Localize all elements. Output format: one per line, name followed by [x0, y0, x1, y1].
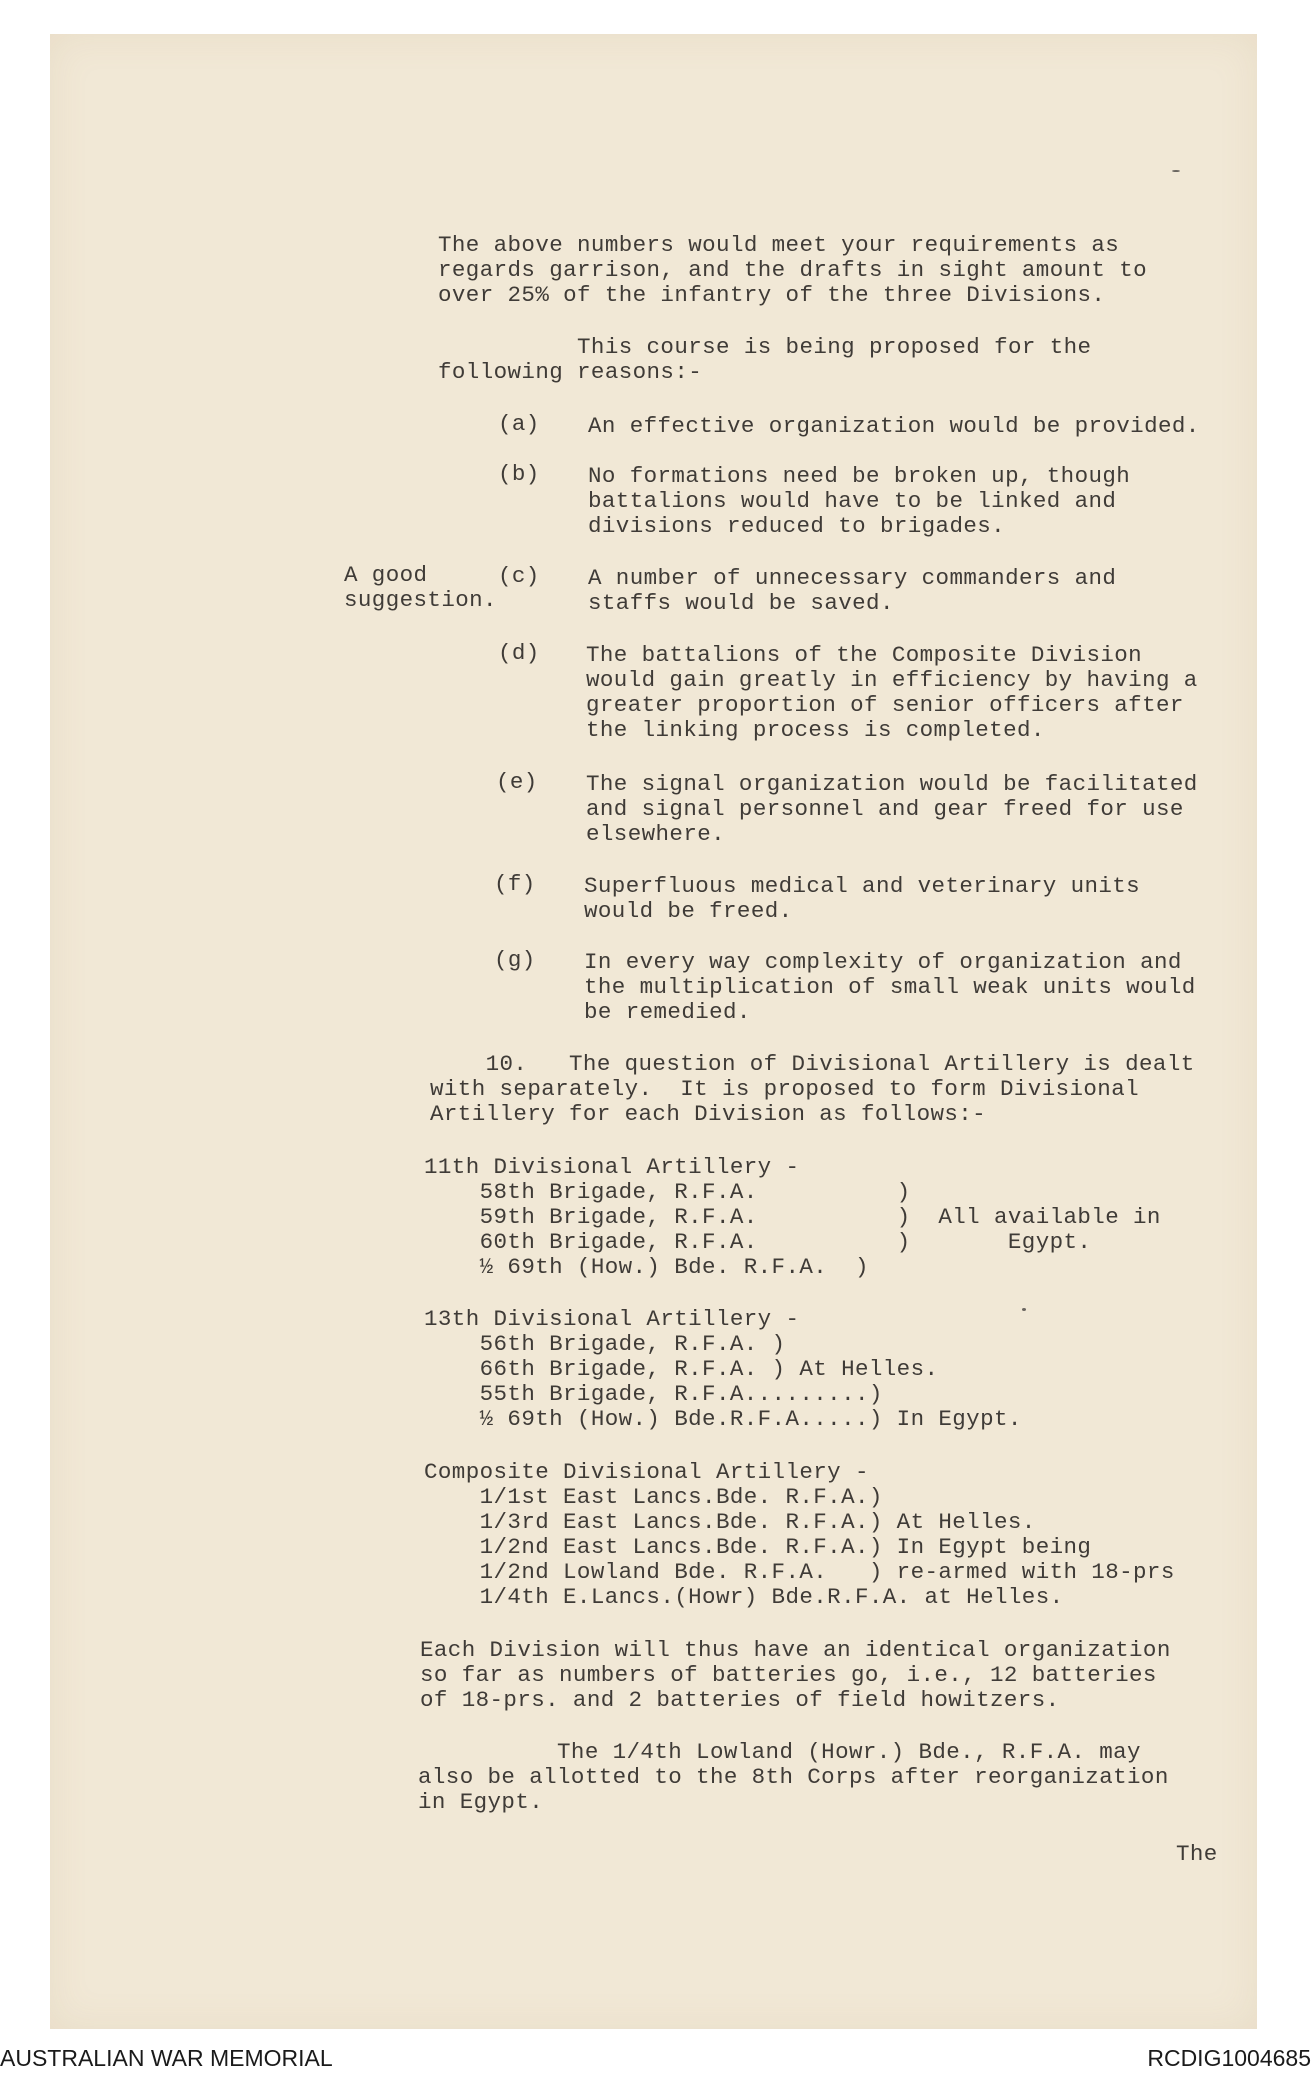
- artillery-line: 55th Brigade, R.F.A.........): [424, 1381, 883, 1407]
- artillery-line: ½ 69th (How.) Bde.R.F.A.....) In Egypt.: [424, 1406, 1022, 1432]
- artillery-line: 1/2nd East Lancs.Bde. R.F.A.) In Egypt being: [424, 1534, 1092, 1560]
- reason-line: the linking process is completed.: [586, 717, 1045, 743]
- reason-line: staffs would be saved.: [588, 590, 894, 616]
- reason-line: In every way complexity of organization and: [584, 949, 1182, 975]
- artillery-line: 1/2nd Lowland Bde. R.F.A. ) re-armed with 18-prs: [424, 1559, 1175, 1585]
- paper-speck: [1172, 170, 1180, 172]
- artillery-line: 59th Brigade, R.F.A. ) All available in: [424, 1204, 1161, 1230]
- artillery-line: 1/1st East Lancs.Bde. R.F.A.): [424, 1484, 883, 1510]
- lowland-line: also be allotted to the 8th Corps after reorganization: [418, 1764, 1169, 1790]
- reason-line: The signal organization would be facilitated: [586, 771, 1198, 797]
- paper-speck: [1022, 1308, 1026, 1311]
- reason-line: Superfluous medical and veterinary units: [584, 873, 1141, 899]
- para10-line: 10. The question of Divisional Artillery is dealt: [430, 1051, 1195, 1077]
- para10-line: with separately. It is proposed to form Divisional: [430, 1076, 1140, 1102]
- reason-line: greater proportion of senior officers after: [586, 692, 1184, 718]
- reason-label: (g): [494, 947, 536, 973]
- reason-line: be remedied.: [584, 999, 751, 1025]
- archive-credit: AUSTRALIAN WAR MEMORIAL: [0, 2045, 333, 2071]
- reason-line: the multiplication of small weak units would: [584, 974, 1196, 1000]
- reason-line: would be freed.: [584, 898, 793, 924]
- para10-line: Artillery for each Division as follows:-: [430, 1101, 987, 1127]
- lowland-line: The 1/4th Lowland (Howr.) Bde., R.F.A. may: [418, 1739, 1141, 1765]
- artillery-line: 58th Brigade, R.F.A. ): [424, 1179, 911, 1205]
- artillery-line: ½ 69th (How.) Bde. R.F.A. ): [424, 1254, 869, 1280]
- reason-label: (d): [498, 640, 540, 666]
- reason-line: would gain greatly in efficiency by having a: [586, 667, 1198, 693]
- reason-label: (c): [498, 563, 540, 589]
- artillery-line: 13th Divisional Artillery -: [424, 1306, 800, 1332]
- summary-line: so far as numbers of batteries go, i.e., 12 batteries: [420, 1662, 1157, 1688]
- summary-line: of 18-prs. and 2 batteries of field howitzers.: [420, 1687, 1060, 1713]
- intro-line: regards garrison, and the drafts in sight amount to: [438, 257, 1148, 283]
- reason-line: divisions reduced to brigades.: [588, 513, 1006, 539]
- intro-line: over 25% of the infantry of the three Divisions.: [438, 282, 1106, 308]
- catchword: The: [1176, 1841, 1218, 1867]
- reason-label: (f): [494, 871, 536, 897]
- reason-label: (e): [496, 769, 538, 795]
- artillery-line: 11th Divisional Artillery -: [424, 1154, 800, 1180]
- course-line: following reasons:-: [438, 359, 703, 385]
- intro-line: The above numbers would meet your requirements as: [438, 232, 1120, 258]
- reason-line: An effective organization would be provided.: [588, 413, 1200, 439]
- record-id: RCDIG1004685: [1147, 2045, 1311, 2071]
- artillery-line: 60th Brigade, R.F.A. ) Egypt.: [424, 1229, 1092, 1255]
- artillery-line: 1/3rd East Lancs.Bde. R.F.A.) At Helles.: [424, 1509, 1036, 1535]
- reason-label: (b): [498, 461, 540, 487]
- reason-line: The battalions of the Composite Division: [586, 642, 1143, 668]
- lowland-line: in Egypt.: [418, 1789, 544, 1815]
- course-line: This course is being proposed for the: [438, 334, 1092, 360]
- reason-line: No formations need be broken up, though: [588, 463, 1131, 489]
- artillery-line: 56th Brigade, R.F.A. ): [424, 1331, 786, 1357]
- reason-line: A number of unnecessary commanders and: [588, 565, 1117, 591]
- reason-line: and signal personnel and gear freed for use: [586, 796, 1184, 822]
- summary-line: Each Division will thus have an identical organization: [420, 1637, 1171, 1663]
- artillery-line: 66th Brigade, R.F.A. ) At Helles.: [424, 1356, 939, 1382]
- margin-note: suggestion.: [344, 587, 497, 613]
- margin-note: A good: [344, 562, 428, 588]
- artillery-line: Composite Divisional Artillery -: [424, 1459, 869, 1485]
- artillery-line: 1/4th E.Lancs.(Howr) Bde.R.F.A. at Helles.: [424, 1584, 1064, 1610]
- reason-line: elsewhere.: [586, 821, 726, 847]
- reason-label: (a): [498, 411, 540, 437]
- reason-line: battalions would have to be linked and: [588, 488, 1117, 514]
